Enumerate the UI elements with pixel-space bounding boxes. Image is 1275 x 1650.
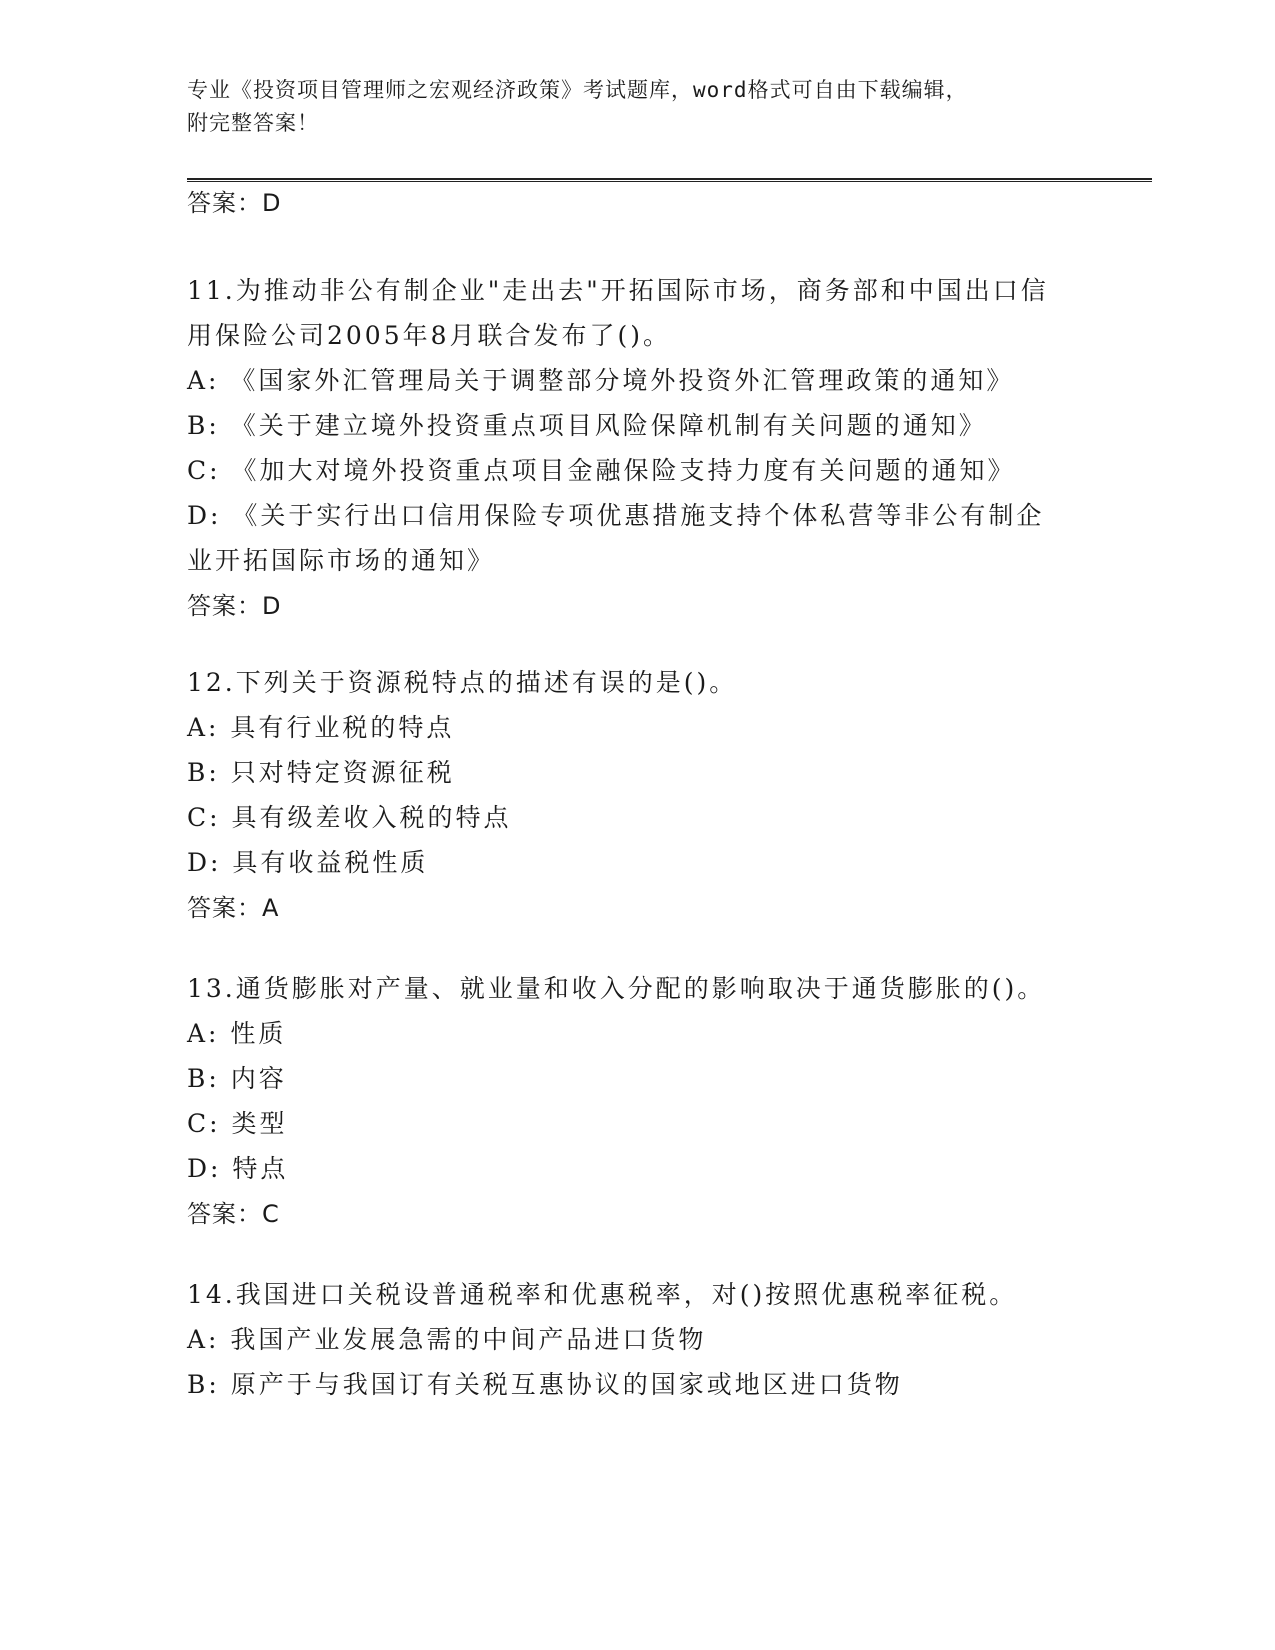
document-header [187,74,1087,140]
option-b: B: 《关于建立境外投资重点项目风险保障机制有关问题的通知》 [187,411,987,440]
option-d: D: 《关于实行出口信用保险专项优惠措施支持个体私营等非公有制企 [187,501,1045,530]
question-stem: 12.下列关于资源税特点的描述有误的是()。 [187,668,738,697]
answer-q13: 答案：C [187,1200,280,1228]
option-b: B: 内容 [187,1064,287,1093]
header-line-1: 专业《投资项目管理师之宏观经济政策》考试题库，word格式可自由下载编辑， [187,78,968,102]
question-stem: 13.通货膨胀对产量、就业量和收入分配的影响取决于通货膨胀的()。 [187,974,1046,1003]
option-c: C: 《加大对境外投资重点项目金融保险支持力度有关问题的通知》 [187,456,1016,485]
question-12 [187,660,1087,931]
option-a: A: 具有行业税的特点 [187,713,455,742]
header-line-2: 附完整答案！ [187,111,319,135]
option-d: D: 特点 [187,1154,289,1183]
question-stem: 11.为推动非公有制企业"走出去"开拓国际市场，商务部和中国出口信 [187,276,1049,305]
option-a: A: 性质 [187,1019,287,1048]
option-b: B: 只对特定资源征税 [187,758,455,787]
option-d-cont: 业开拓国际市场的通知》 [187,546,496,575]
question-stem: 14.我国进口关税设普通税率和优惠税率，对()按照优惠税率征税。 [187,1280,1018,1309]
question-11 [187,268,1087,629]
option-d: D: 具有收益税性质 [187,848,429,877]
option-a: A: 《国家外汇管理局关于调整部分境外投资外汇管理政策的通知》 [187,366,1015,395]
answer-q10: 答案：D [187,189,282,217]
question-stem-cont: 用保险公司2005年8月联合发布了()。 [187,321,672,350]
answer-q12: 答案：A [187,894,280,922]
option-a: A: 我国产业发展急需的中间产品进口货物 [187,1325,707,1354]
question-13 [187,966,1087,1237]
answer-q11: 答案：D [187,592,282,620]
option-c: C: 具有级差收入税的特点 [187,803,512,832]
question-14 [187,1272,1087,1407]
option-c: C: 类型 [187,1109,288,1138]
header-divider [187,178,1152,182]
option-b: B: 原产于与我国订有关税互惠协议的国家或地区进口货物 [187,1370,903,1399]
